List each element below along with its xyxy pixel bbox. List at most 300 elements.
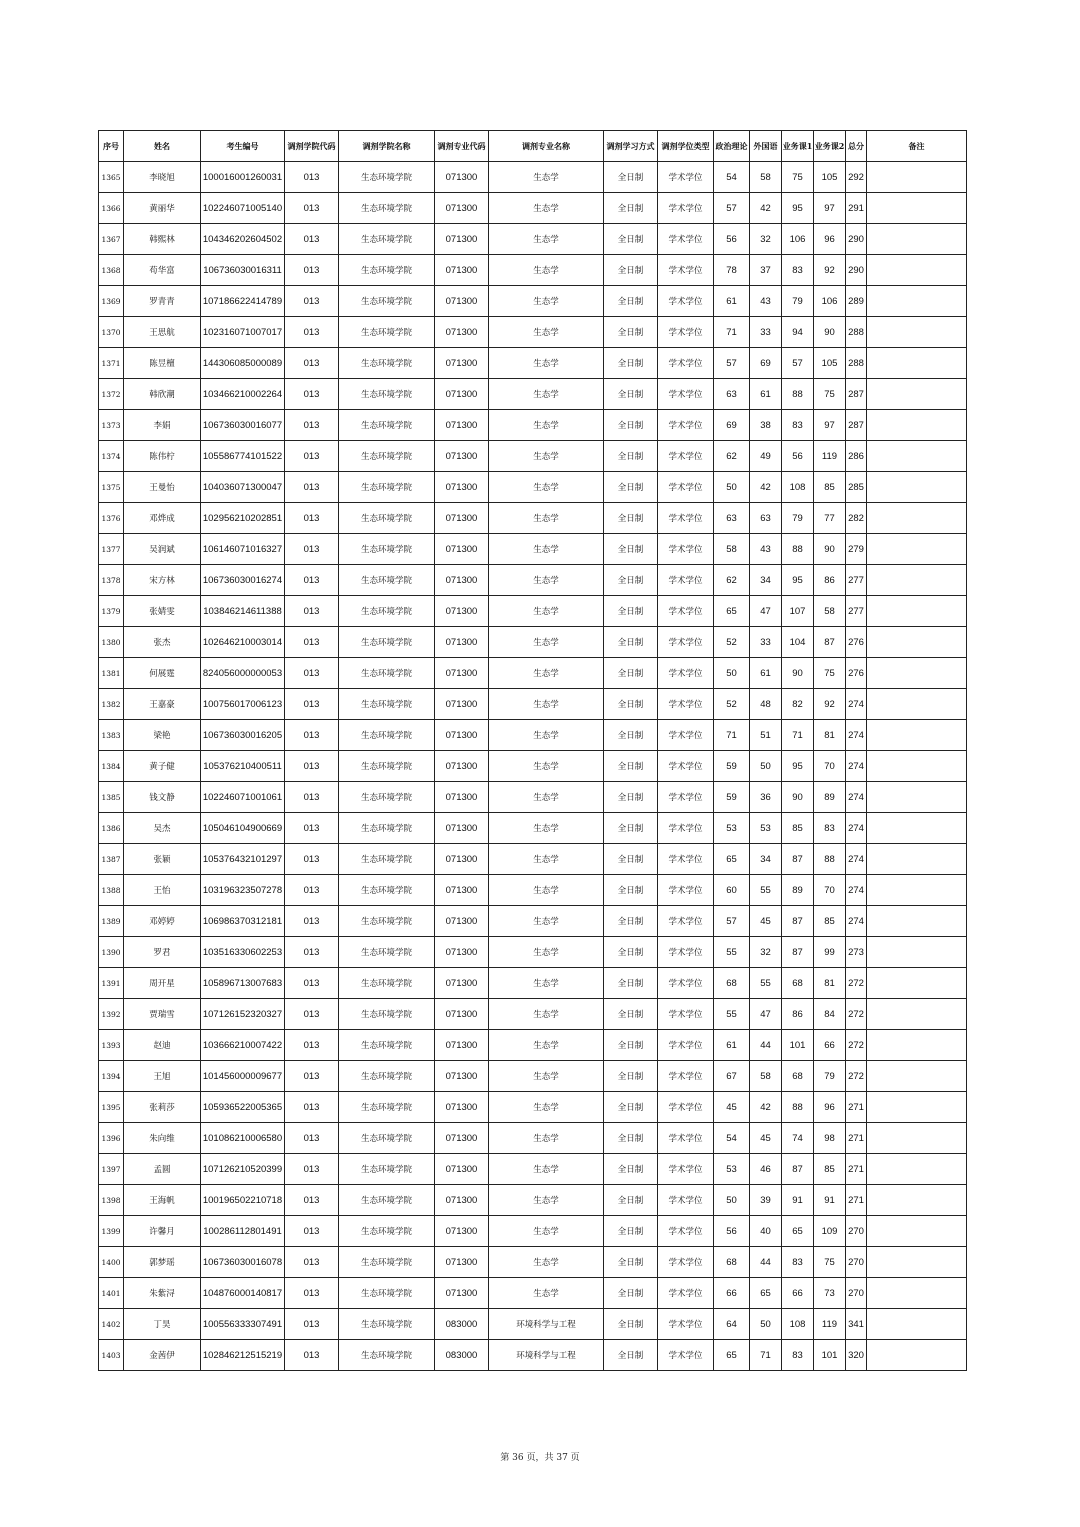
cell-subject2: 89 — [814, 782, 846, 813]
cell-remarks — [867, 968, 967, 999]
cell-total: 270 — [846, 1247, 867, 1278]
cell-major-code: 071300 — [435, 782, 489, 813]
cell-foreign-language: 42 — [750, 193, 782, 224]
cell-exam-id: 144306085000089 — [201, 348, 285, 379]
cell-degree-type: 学术学位 — [658, 1154, 714, 1185]
cell-study-mode: 全日制 — [604, 1185, 658, 1216]
cell-degree-type: 学术学位 — [658, 162, 714, 193]
cell-name: 赵迪 — [124, 1030, 201, 1061]
cell-total: 272 — [846, 999, 867, 1030]
cell-major-code: 071300 — [435, 1185, 489, 1216]
cell-college-name: 生态环境学院 — [339, 875, 435, 906]
cell-study-mode: 全日制 — [604, 1247, 658, 1278]
cell-exam-id: 106736030016078 — [201, 1247, 285, 1278]
cell-exam-id: 104036071300047 — [201, 472, 285, 503]
table-row — [99, 534, 967, 565]
cell-study-mode: 全日制 — [604, 286, 658, 317]
cell-college-code: 013 — [285, 1154, 339, 1185]
cell-politics: 65 — [714, 1340, 750, 1371]
cell-remarks — [867, 844, 967, 875]
cell-seq: 1392 — [99, 999, 124, 1030]
cell-major-code: 071300 — [435, 720, 489, 751]
cell-politics: 63 — [714, 379, 750, 410]
cell-politics: 50 — [714, 658, 750, 689]
cell-foreign-language: 36 — [750, 782, 782, 813]
cell-politics: 53 — [714, 813, 750, 844]
cell-college-code: 013 — [285, 1340, 339, 1371]
cell-study-mode: 全日制 — [604, 751, 658, 782]
cell-remarks — [867, 224, 967, 255]
cell-foreign-language: 49 — [750, 441, 782, 472]
header-subject2: 业务课2 — [814, 131, 846, 162]
cell-college-name: 生态环境学院 — [339, 1123, 435, 1154]
cell-college-code: 013 — [285, 968, 339, 999]
cell-seq: 1400 — [99, 1247, 124, 1278]
cell-name: 何展霆 — [124, 658, 201, 689]
cell-subject1: 91 — [782, 1185, 814, 1216]
cell-degree-type: 学术学位 — [658, 875, 714, 906]
cell-degree-type: 学术学位 — [658, 441, 714, 472]
table-row — [99, 472, 967, 503]
cell-degree-type: 学术学位 — [658, 1123, 714, 1154]
cell-major-name: 生态学 — [489, 565, 604, 596]
cell-college-name: 生态环境学院 — [339, 596, 435, 627]
cell-politics: 61 — [714, 1030, 750, 1061]
cell-total: 277 — [846, 565, 867, 596]
header-total: 总分 — [846, 131, 867, 162]
cell-remarks — [867, 813, 967, 844]
cell-college-code: 013 — [285, 1247, 339, 1278]
cell-subject1: 87 — [782, 844, 814, 875]
cell-name: 邓婷婷 — [124, 906, 201, 937]
cell-college-code: 013 — [285, 720, 339, 751]
table-row — [99, 999, 967, 1030]
cell-foreign-language: 42 — [750, 472, 782, 503]
cell-seq: 1371 — [99, 348, 124, 379]
cell-major-name: 生态学 — [489, 1216, 604, 1247]
cell-politics: 57 — [714, 193, 750, 224]
cell-college-code: 013 — [285, 255, 339, 286]
cell-exam-id: 106736030016274 — [201, 565, 285, 596]
cell-subject2: 70 — [814, 751, 846, 782]
cell-foreign-language: 45 — [750, 906, 782, 937]
cell-exam-id: 103516330602253 — [201, 937, 285, 968]
cell-subject1: 75 — [782, 162, 814, 193]
table-row — [99, 751, 967, 782]
cell-name: 朱紫浔 — [124, 1278, 201, 1309]
cell-subject2: 84 — [814, 999, 846, 1030]
cell-total: 274 — [846, 689, 867, 720]
cell-foreign-language: 44 — [750, 1030, 782, 1061]
cell-subject1: 57 — [782, 348, 814, 379]
cell-total: 277 — [846, 596, 867, 627]
cell-study-mode: 全日制 — [604, 658, 658, 689]
cell-subject2: 66 — [814, 1030, 846, 1061]
cell-subject1: 87 — [782, 937, 814, 968]
cell-name: 陈伟柠 — [124, 441, 201, 472]
cell-college-code: 013 — [285, 627, 339, 658]
cell-seq: 1403 — [99, 1340, 124, 1371]
cell-college-code: 013 — [285, 534, 339, 565]
cell-politics: 58 — [714, 534, 750, 565]
cell-major-code: 071300 — [435, 162, 489, 193]
cell-major-name: 生态学 — [489, 1092, 604, 1123]
cell-name: 陈昱檀 — [124, 348, 201, 379]
cell-subject2: 101 — [814, 1340, 846, 1371]
cell-remarks — [867, 1030, 967, 1061]
cell-remarks — [867, 627, 967, 658]
cell-politics: 62 — [714, 565, 750, 596]
cell-degree-type: 学术学位 — [658, 1216, 714, 1247]
cell-politics: 71 — [714, 720, 750, 751]
cell-name: 罗青青 — [124, 286, 201, 317]
cell-study-mode: 全日制 — [604, 255, 658, 286]
cell-politics: 45 — [714, 1092, 750, 1123]
cell-study-mode: 全日制 — [604, 1154, 658, 1185]
cell-major-name: 生态学 — [489, 317, 604, 348]
cell-remarks — [867, 162, 967, 193]
cell-degree-type: 学术学位 — [658, 1061, 714, 1092]
cell-total: 276 — [846, 658, 867, 689]
cell-foreign-language: 69 — [750, 348, 782, 379]
cell-major-code: 071300 — [435, 503, 489, 534]
cell-remarks — [867, 348, 967, 379]
cell-college-name: 生态环境学院 — [339, 1340, 435, 1371]
cell-foreign-language: 61 — [750, 379, 782, 410]
cell-major-name: 生态学 — [489, 534, 604, 565]
table-row — [99, 1030, 967, 1061]
cell-name: 张婧雯 — [124, 596, 201, 627]
cell-study-mode: 全日制 — [604, 162, 658, 193]
cell-remarks — [867, 782, 967, 813]
cell-foreign-language: 32 — [750, 224, 782, 255]
cell-degree-type: 学术学位 — [658, 255, 714, 286]
cell-remarks — [867, 875, 967, 906]
cell-college-code: 013 — [285, 999, 339, 1030]
cell-major-code: 071300 — [435, 286, 489, 317]
header-exam-id: 考生编号 — [201, 131, 285, 162]
cell-total: 271 — [846, 1185, 867, 1216]
cell-major-code: 071300 — [435, 565, 489, 596]
cell-major-name: 生态学 — [489, 1247, 604, 1278]
cell-college-name: 生态环境学院 — [339, 1278, 435, 1309]
cell-exam-id: 106146071016327 — [201, 534, 285, 565]
cell-study-mode: 全日制 — [604, 1340, 658, 1371]
cell-name: 王嘉豪 — [124, 689, 201, 720]
cell-name: 郭梦瑶 — [124, 1247, 201, 1278]
cell-study-mode: 全日制 — [604, 224, 658, 255]
cell-subject2: 98 — [814, 1123, 846, 1154]
cell-total: 271 — [846, 1154, 867, 1185]
table-row — [99, 255, 967, 286]
cell-seq: 1402 — [99, 1309, 124, 1340]
cell-degree-type: 学术学位 — [658, 720, 714, 751]
cell-study-mode: 全日制 — [604, 379, 658, 410]
cell-exam-id: 105376210400511 — [201, 751, 285, 782]
cell-major-name: 生态学 — [489, 689, 604, 720]
cell-exam-id: 105896713007683 — [201, 968, 285, 999]
cell-major-name: 生态学 — [489, 658, 604, 689]
cell-total: 279 — [846, 534, 867, 565]
cell-exam-id: 105046104900669 — [201, 813, 285, 844]
table-row — [99, 1278, 967, 1309]
cell-college-name: 生态环境学院 — [339, 1061, 435, 1092]
cell-total: 272 — [846, 1030, 867, 1061]
cell-subject1: 65 — [782, 1216, 814, 1247]
cell-remarks — [867, 596, 967, 627]
cell-politics: 61 — [714, 286, 750, 317]
cell-study-mode: 全日制 — [604, 596, 658, 627]
cell-college-code: 013 — [285, 751, 339, 782]
cell-remarks — [867, 689, 967, 720]
cell-name: 贾瑞雪 — [124, 999, 201, 1030]
cell-exam-id: 107126210520399 — [201, 1154, 285, 1185]
cell-politics: 53 — [714, 1154, 750, 1185]
table-row — [99, 782, 967, 813]
cell-subject2: 85 — [814, 472, 846, 503]
cell-college-name: 生态环境学院 — [339, 751, 435, 782]
cell-major-code: 071300 — [435, 1030, 489, 1061]
cell-name: 韩熙林 — [124, 224, 201, 255]
cell-college-name: 生态环境学院 — [339, 348, 435, 379]
cell-subject1: 68 — [782, 968, 814, 999]
cell-study-mode: 全日制 — [604, 844, 658, 875]
cell-subject1: 83 — [782, 410, 814, 441]
cell-exam-id: 100556333307491 — [201, 1309, 285, 1340]
cell-degree-type: 学术学位 — [658, 782, 714, 813]
cell-college-code: 013 — [285, 1185, 339, 1216]
cell-subject1: 68 — [782, 1061, 814, 1092]
cell-total: 290 — [846, 255, 867, 286]
cell-major-name: 生态学 — [489, 1061, 604, 1092]
cell-degree-type: 学术学位 — [658, 503, 714, 534]
cell-seq: 1395 — [99, 1092, 124, 1123]
cell-college-code: 013 — [285, 875, 339, 906]
cell-remarks — [867, 1123, 967, 1154]
cell-total: 290 — [846, 224, 867, 255]
cell-remarks — [867, 751, 967, 782]
cell-college-name: 生态环境学院 — [339, 441, 435, 472]
table-row — [99, 813, 967, 844]
cell-major-name: 生态学 — [489, 720, 604, 751]
cell-politics: 66 — [714, 1278, 750, 1309]
cell-major-name: 生态学 — [489, 596, 604, 627]
cell-name: 邓烨成 — [124, 503, 201, 534]
cell-politics: 55 — [714, 999, 750, 1030]
cell-remarks — [867, 1061, 967, 1092]
cell-subject1: 104 — [782, 627, 814, 658]
table-row — [99, 162, 967, 193]
cell-foreign-language: 55 — [750, 875, 782, 906]
cell-major-code: 071300 — [435, 1061, 489, 1092]
cell-foreign-language: 33 — [750, 627, 782, 658]
cell-remarks — [867, 503, 967, 534]
cell-exam-id: 106986370312181 — [201, 906, 285, 937]
table-row — [99, 317, 967, 348]
cell-subject1: 87 — [782, 1154, 814, 1185]
cell-remarks — [867, 317, 967, 348]
cell-degree-type: 学术学位 — [658, 937, 714, 968]
cell-college-name: 生态环境学院 — [339, 1030, 435, 1061]
table-row — [99, 875, 967, 906]
cell-college-name: 生态环境学院 — [339, 968, 435, 999]
cell-subject2: 96 — [814, 1092, 846, 1123]
cell-degree-type: 学术学位 — [658, 1247, 714, 1278]
cell-name: 钱文静 — [124, 782, 201, 813]
cell-exam-id: 100286112801491 — [201, 1216, 285, 1247]
table-row — [99, 286, 967, 317]
cell-total: 274 — [846, 782, 867, 813]
cell-politics: 65 — [714, 844, 750, 875]
cell-foreign-language: 43 — [750, 286, 782, 317]
cell-name: 王旭 — [124, 1061, 201, 1092]
cell-name: 黄丽华 — [124, 193, 201, 224]
cell-major-code: 071300 — [435, 1278, 489, 1309]
cell-college-code: 013 — [285, 1309, 339, 1340]
cell-subject2: 90 — [814, 317, 846, 348]
cell-college-code: 013 — [285, 813, 339, 844]
cell-politics: 59 — [714, 751, 750, 782]
cell-exam-id: 105376432101297 — [201, 844, 285, 875]
cell-subject2: 109 — [814, 1216, 846, 1247]
cell-degree-type: 学术学位 — [658, 1185, 714, 1216]
cell-study-mode: 全日制 — [604, 782, 658, 813]
cell-seq: 1374 — [99, 441, 124, 472]
cell-foreign-language: 50 — [750, 751, 782, 782]
cell-remarks — [867, 1154, 967, 1185]
cell-degree-type: 学术学位 — [658, 317, 714, 348]
cell-college-code: 013 — [285, 286, 339, 317]
cell-college-name: 生态环境学院 — [339, 255, 435, 286]
cell-college-name: 生态环境学院 — [339, 1247, 435, 1278]
cell-subject1: 83 — [782, 1340, 814, 1371]
cell-study-mode: 全日制 — [604, 937, 658, 968]
cell-college-code: 013 — [285, 844, 339, 875]
cell-college-name: 生态环境学院 — [339, 534, 435, 565]
cell-foreign-language: 42 — [750, 1092, 782, 1123]
cell-subject1: 101 — [782, 1030, 814, 1061]
cell-college-code: 013 — [285, 1092, 339, 1123]
cell-subject1: 108 — [782, 1309, 814, 1340]
cell-total: 282 — [846, 503, 867, 534]
cell-total: 271 — [846, 1092, 867, 1123]
cell-college-name: 生态环境学院 — [339, 317, 435, 348]
cell-exam-id: 102246071005140 — [201, 193, 285, 224]
cell-total: 274 — [846, 751, 867, 782]
cell-seq: 1383 — [99, 720, 124, 751]
cell-politics: 68 — [714, 968, 750, 999]
cell-degree-type: 学术学位 — [658, 472, 714, 503]
cell-major-name: 生态学 — [489, 751, 604, 782]
table-row — [99, 193, 967, 224]
cell-college-code: 013 — [285, 782, 339, 813]
cell-total: 270 — [846, 1278, 867, 1309]
cell-politics: 55 — [714, 937, 750, 968]
cell-subject1: 86 — [782, 999, 814, 1030]
cell-total: 272 — [846, 968, 867, 999]
cell-college-code: 013 — [285, 1061, 339, 1092]
cell-degree-type: 学术学位 — [658, 1030, 714, 1061]
cell-subject1: 106 — [782, 224, 814, 255]
cell-major-code: 071300 — [435, 875, 489, 906]
cell-seq: 1375 — [99, 472, 124, 503]
cell-name: 朱向维 — [124, 1123, 201, 1154]
cell-politics: 57 — [714, 906, 750, 937]
cell-name: 吴杰 — [124, 813, 201, 844]
cell-politics: 54 — [714, 162, 750, 193]
cell-degree-type: 学术学位 — [658, 348, 714, 379]
table-row — [99, 689, 967, 720]
cell-subject2: 85 — [814, 906, 846, 937]
cell-study-mode: 全日制 — [604, 441, 658, 472]
cell-major-name: 生态学 — [489, 782, 604, 813]
cell-major-name: 生态学 — [489, 472, 604, 503]
cell-remarks — [867, 1092, 967, 1123]
table-row — [99, 1340, 967, 1371]
cell-subject1: 83 — [782, 255, 814, 286]
table-row — [99, 503, 967, 534]
header-college-name: 调剂学院名称 — [339, 131, 435, 162]
cell-study-mode: 全日制 — [604, 534, 658, 565]
cell-college-code: 013 — [285, 1278, 339, 1309]
cell-exam-id: 100756017006123 — [201, 689, 285, 720]
cell-name: 梁艳 — [124, 720, 201, 751]
table-row — [99, 565, 967, 596]
cell-major-name: 生态学 — [489, 1123, 604, 1154]
cell-major-code: 071300 — [435, 410, 489, 441]
cell-degree-type: 学术学位 — [658, 813, 714, 844]
header-subject1: 业务课1 — [782, 131, 814, 162]
cell-foreign-language: 53 — [750, 813, 782, 844]
cell-remarks — [867, 534, 967, 565]
cell-degree-type: 学术学位 — [658, 1092, 714, 1123]
cell-politics: 50 — [714, 472, 750, 503]
table-row — [99, 937, 967, 968]
cell-remarks — [867, 999, 967, 1030]
cell-foreign-language: 40 — [750, 1216, 782, 1247]
cell-foreign-language: 63 — [750, 503, 782, 534]
cell-college-code: 013 — [285, 1030, 339, 1061]
cell-degree-type: 学术学位 — [658, 627, 714, 658]
cell-name: 张颖 — [124, 844, 201, 875]
header-college-code: 调剂学院代码 — [285, 131, 339, 162]
table-row — [99, 1185, 967, 1216]
cell-subject2: 77 — [814, 503, 846, 534]
cell-total: 273 — [846, 937, 867, 968]
cell-college-name: 生态环境学院 — [339, 782, 435, 813]
cell-subject2: 81 — [814, 720, 846, 751]
cell-total: 274 — [846, 875, 867, 906]
cell-name: 宋方林 — [124, 565, 201, 596]
table-row — [99, 596, 967, 627]
cell-college-name: 生态环境学院 — [339, 906, 435, 937]
cell-total: 288 — [846, 348, 867, 379]
cell-major-name: 生态学 — [489, 255, 604, 286]
cell-politics: 56 — [714, 224, 750, 255]
cell-degree-type: 学术学位 — [658, 224, 714, 255]
cell-college-name: 生态环境学院 — [339, 813, 435, 844]
table-row — [99, 968, 967, 999]
cell-subject1: 88 — [782, 534, 814, 565]
cell-degree-type: 学术学位 — [658, 1309, 714, 1340]
cell-major-code: 071300 — [435, 1154, 489, 1185]
cell-subject2: 105 — [814, 348, 846, 379]
cell-seq: 1382 — [99, 689, 124, 720]
cell-major-code: 083000 — [435, 1309, 489, 1340]
cell-subject1: 88 — [782, 1092, 814, 1123]
cell-college-name: 生态环境学院 — [339, 999, 435, 1030]
cell-exam-id: 824056000000053 — [201, 658, 285, 689]
